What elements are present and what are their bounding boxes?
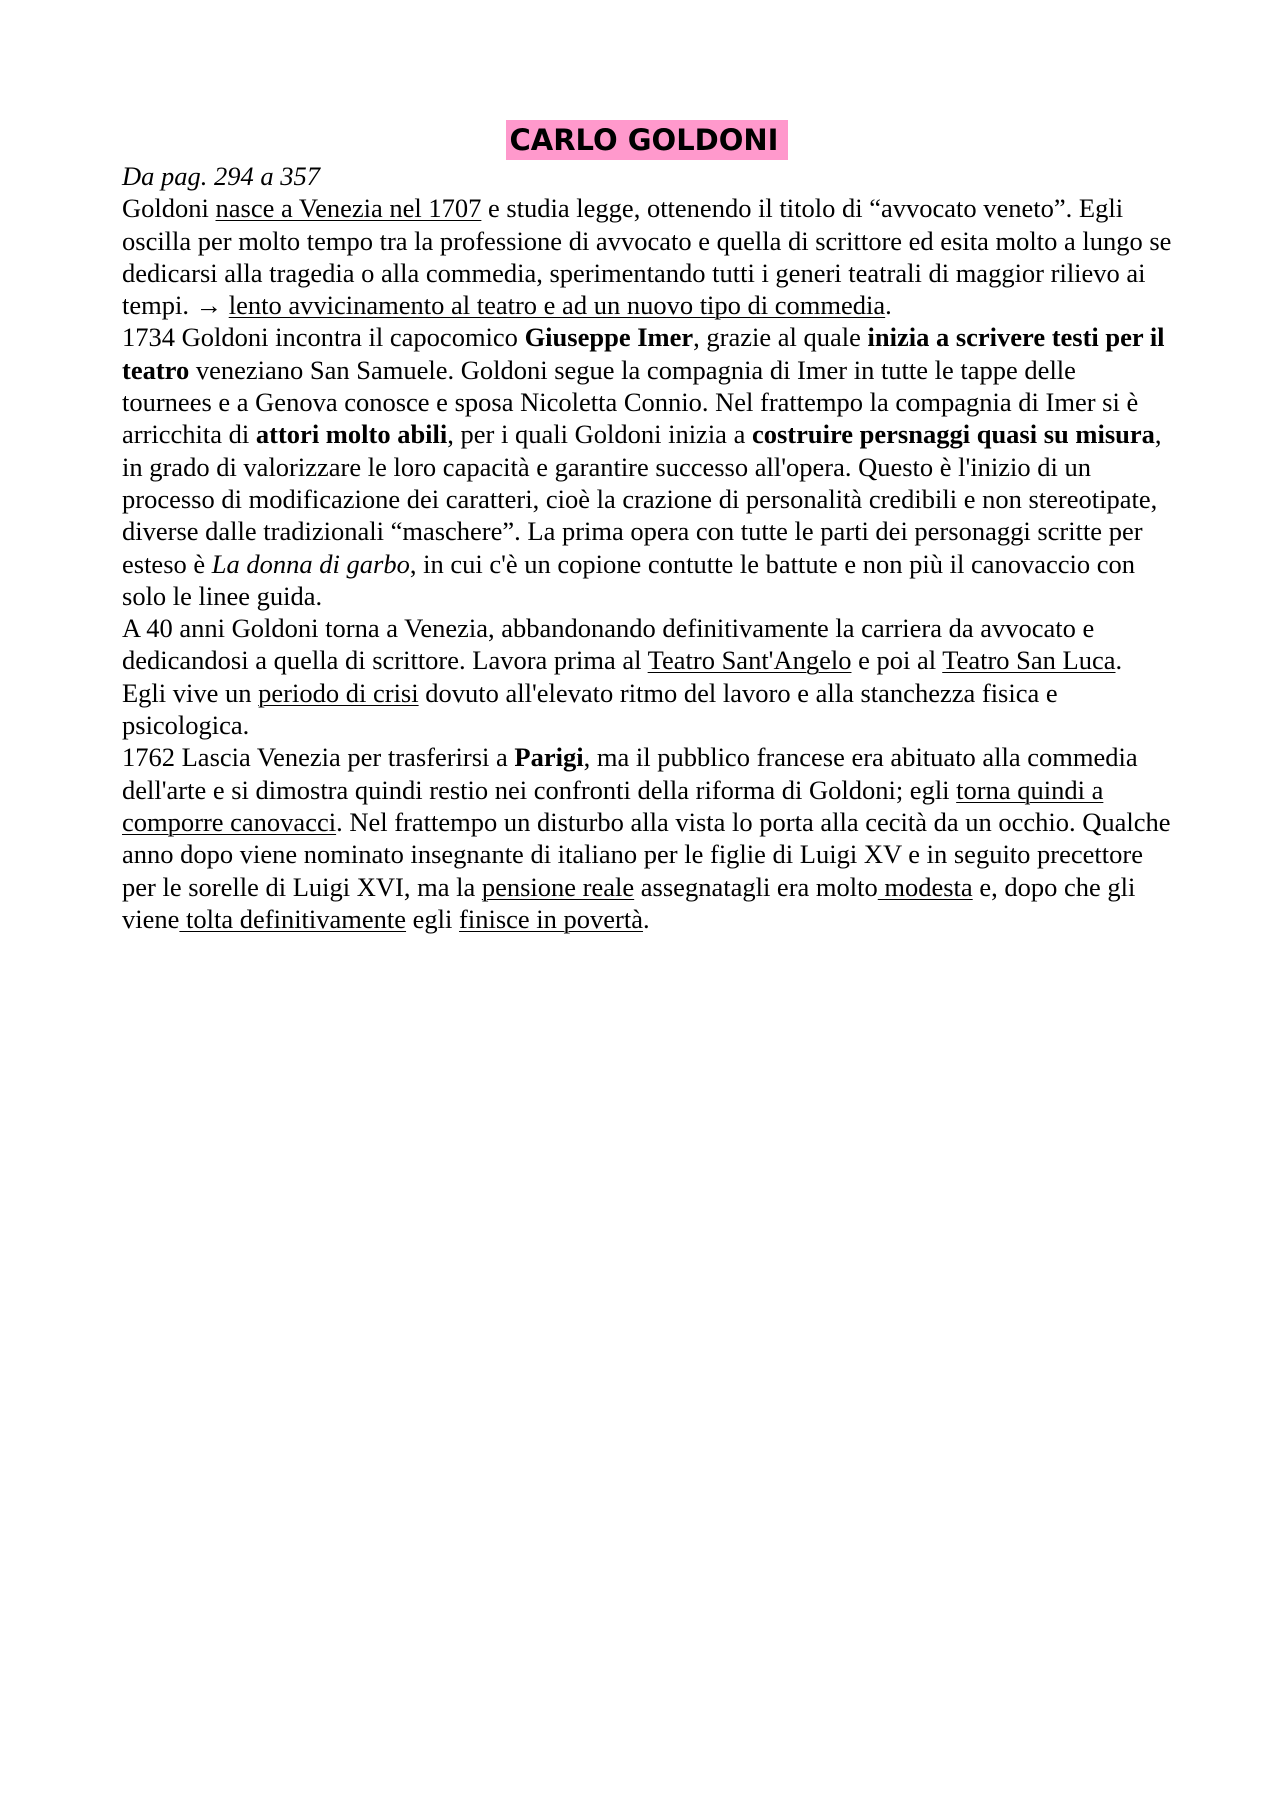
underlined-text: nasce a Venezia nel 1707 bbox=[215, 193, 482, 224]
text-run: , in cui c'è un copione contutte le battute e non più il canovaccio con solo le linee guida. bbox=[122, 548, 1136, 611]
text-run: , in grado di valorizzare le loro capacità e garantire successo all'opera. Questo è l'inizio di un processo di modificazione dei caratteri, cioè la crazione di personalità credibili e non stereotipate, diverse dalle tradizionali “maschere”. La prima opera con tutte le parti dei personaggi scritte per esteso è bbox=[122, 419, 1162, 579]
text-run: . bbox=[643, 903, 650, 934]
document-body bbox=[122, 120, 1172, 935]
text-run: , per i quali Goldoni inizia a bbox=[447, 419, 752, 450]
text-run: . Nel frattempo un disturbo alla vista lo porta alla cecità da un occhio. Qualche anno dopo viene nominato insegnante di italiano per le figlie di Luigi XV e in seguito precettore per le sorelle di Luigi XVI, ma la bbox=[122, 806, 1171, 902]
text-run: e studia legge, ottenendo il titolo di “avvocato veneto”. Egli oscilla per molto tempo tra la professione di avvocato e quella di scrittore ed esita molto a lungo se dedicarsi alla tragedia o alla commedia, sperimentando tutti i generi teatrali di maggior rilievo ai tempi. → bbox=[122, 193, 1172, 321]
text-run: A 40 anni Goldoni torna a Venezia, abbandonando definitivamente la carriera da avvocato e dedicandosi a quella di scrittore. Lavora prima al bbox=[122, 613, 1095, 676]
underlined-text: periodo di crisi bbox=[258, 677, 419, 708]
text-run: 1762 Lascia Venezia per trasferirsi a bbox=[122, 742, 515, 773]
text-run: Goldoni bbox=[122, 193, 216, 224]
text-run: e, dopo che gli viene bbox=[122, 871, 1136, 934]
page-range-subtitle: Da pag. 294 a 357 bbox=[122, 161, 321, 191]
bold-text: attori molto abili bbox=[255, 419, 448, 450]
underlined-text: tolta definitivamente bbox=[179, 903, 407, 934]
text-run: veneziano San Samuele. Goldoni segue la compagnia di Imer in tutte le tappe delle tournees e a Genova conosce e sposa Nicoletta Connio. Nel frattempo la compagnia di Imer si è arricchita di bbox=[122, 354, 1139, 450]
underlined-text: torna quindi a comporre canovacci bbox=[122, 774, 1104, 837]
text-run: egli bbox=[406, 903, 460, 934]
text-run: . bbox=[885, 290, 892, 321]
underlined-text: modesta bbox=[877, 871, 973, 902]
underlined-text: Teatro San Luca bbox=[942, 645, 1116, 676]
bold-text: Parigi bbox=[514, 742, 584, 773]
underlined-text: pensione reale bbox=[481, 871, 635, 902]
text-run: 1734 Goldoni incontra il capocomico bbox=[122, 322, 525, 353]
bold-text: costruire persnaggi quasi su misura bbox=[751, 419, 1155, 450]
text-run: e poi al bbox=[851, 645, 943, 676]
text-run: , ma il pubblico francese era abituato alla commedia dell'arte e si dimostra quindi restio nei confronti della riforma di Goldoni; egli bbox=[122, 742, 1138, 805]
underlined-text: finisce in povertà bbox=[459, 903, 644, 934]
title-block bbox=[122, 120, 1172, 160]
text-run: , grazie al quale bbox=[693, 322, 868, 353]
italic-work-title: La donna di garbo bbox=[211, 548, 410, 579]
paragraph-imer bbox=[122, 321, 1172, 612]
underlined-text: lento avvicinamento al teatro e ad un nuovo tipo di commedia bbox=[228, 290, 886, 321]
bold-text: inizia a scrivere testi per il teatro bbox=[122, 322, 1165, 385]
paragraph-birth bbox=[122, 192, 1172, 321]
text-run: . Egli vive un bbox=[122, 645, 1123, 708]
text-run: dovuto all'elevato ritmo del lavoro e alla stanchezza fisica e psicologica. bbox=[122, 677, 1058, 741]
document-title: CARLO GOLDONI bbox=[506, 120, 789, 160]
paragraph-parigi bbox=[122, 741, 1172, 935]
text-run: assegnatagli era molto bbox=[634, 871, 878, 902]
paragraph-venezia bbox=[122, 612, 1172, 741]
bold-text: Giuseppe Imer bbox=[524, 322, 694, 353]
underlined-text: Teatro Sant'Angelo bbox=[647, 645, 852, 676]
